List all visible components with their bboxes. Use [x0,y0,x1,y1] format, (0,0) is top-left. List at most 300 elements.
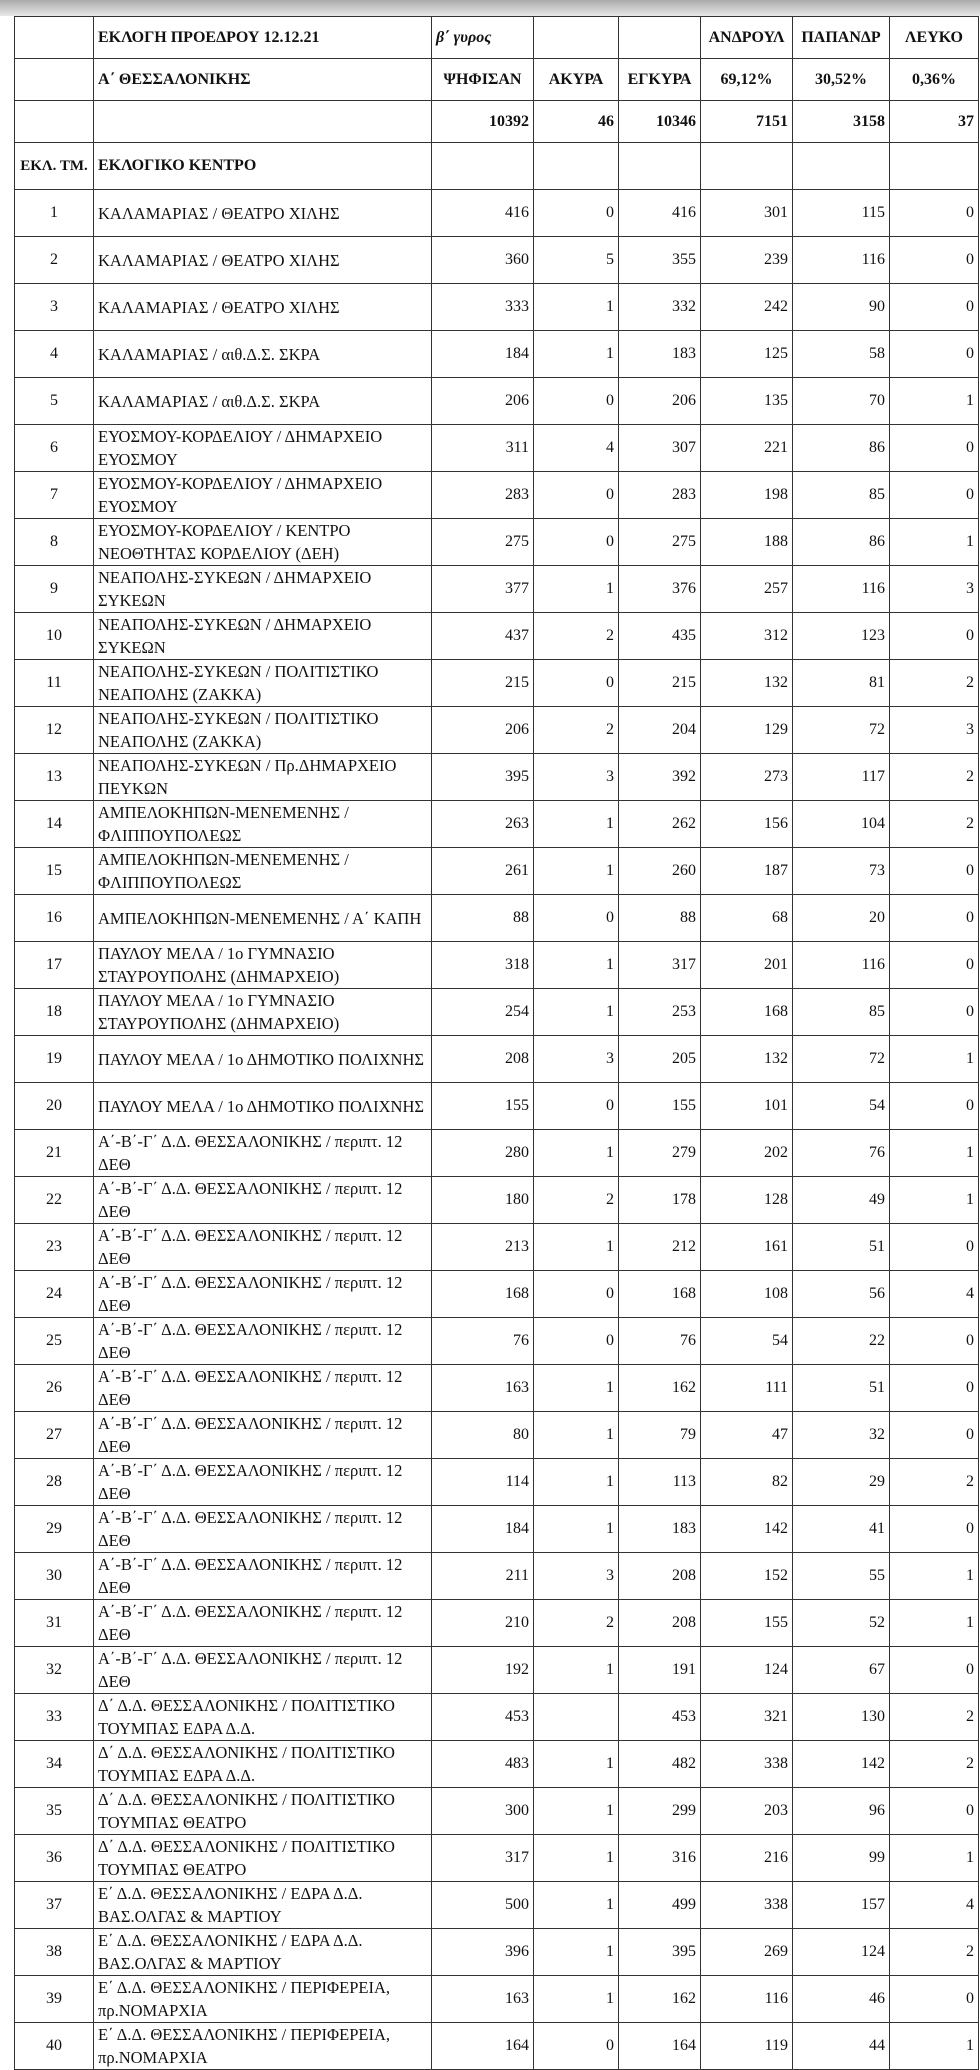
voted-value: 210 [432,1600,534,1647]
invalid-value: 0 [534,519,619,566]
invalid-value: 2 [534,707,619,754]
blank-votes: 0 [890,190,979,237]
table-row [15,660,979,707]
section-number: 18 [15,989,94,1036]
polling-center: ΝΕΑΠΟΛΗΣ-ΣΥΚΕΩΝ / ΠΟΛΙΤΙΣΤΙΚΟ ΝΕΑΠΟΛΗΣ (ΖΑΚΚΑ) [94,707,432,754]
candidate1-votes: 155 [701,1600,793,1647]
table-row [15,848,979,895]
table-row [15,707,979,754]
candidate1-votes: 142 [701,1506,793,1553]
blank-votes: 4 [890,1882,979,1929]
blank-votes: 0 [890,895,979,942]
candidate2-votes: 70 [793,378,890,425]
candidate2-votes: 99 [793,1835,890,1882]
total-value: 3158 [793,101,890,143]
valid-value: 79 [619,1412,701,1459]
section-number: 33 [15,1694,94,1741]
polling-center: Ε΄ Δ.Δ. ΘΕΣΣΑΛΟΝΙΚΗΣ / ΕΔΡΑ Δ.Δ. ΒΑΣ.ΟΛΓΑΣ & ΜΑΡΤΙΟΥ [94,1929,432,1976]
polling-center: ΠΑΥΛΟΥ ΜΕΛΑ / 1ο ΓΥΜΝΑΣΙΟ ΣΤΑΥΡΟΥΠΟΛΗΣ (ΔΗΜΑΡΧΕΙΟ) [94,942,432,989]
candidate1-votes: 82 [701,1459,793,1506]
candidate1-votes: 108 [701,1271,793,1318]
candidate-header: ΑΝΔΡΟΥΛ [701,17,793,59]
section-number: 21 [15,1130,94,1177]
candidate2-votes: 41 [793,1506,890,1553]
blank-votes: 1 [890,1835,979,1882]
percentage-value: 30,52% [793,59,890,101]
column-header-center: ΕΚΛΟΓΙΚΟ ΚΕΝΤΡΟ [94,143,432,190]
polling-center: ΝΕΑΠΟΛΗΣ-ΣΥΚΕΩΝ / ΔΗΜΑΡΧΕΙΟ ΣΥΚΕΩΝ [94,566,432,613]
table-row [15,1976,979,2023]
table-row [15,1083,979,1130]
candidate1-votes: 111 [701,1365,793,1412]
section-number: 17 [15,942,94,989]
voted-value: 416 [432,190,534,237]
voted-value: 396 [432,1929,534,1976]
blank-votes: 0 [890,472,979,519]
table-row [15,378,979,425]
candidate1-votes: 201 [701,942,793,989]
candidate1-votes: 242 [701,284,793,331]
invalid-value: 0 [534,1271,619,1318]
invalid-value: 1 [534,848,619,895]
voted-value: 88 [432,895,534,942]
region-label: Α΄ ΘΕΣΣΑΛΟΝΙΚΗΣ [94,59,432,101]
blank-votes: 2 [890,660,979,707]
total-value: 46 [534,101,619,143]
polling-center: Α΄-Β΄-Γ΄ Δ.Δ. ΘΕΣΣΑΛΟΝΙΚΗΣ / περιπτ. 12 ΔΕΘ [94,1224,432,1271]
voted-value: 500 [432,1882,534,1929]
candidate1-votes: 273 [701,754,793,801]
valid-value: 162 [619,1365,701,1412]
polling-center: Α΄-Β΄-Γ΄ Δ.Δ. ΘΕΣΣΑΛΟΝΙΚΗΣ / περιπτ. 12 ΔΕΘ [94,1271,432,1318]
invalid-value: 0 [534,2023,619,2070]
table-row [15,1788,979,1835]
section-number: 6 [15,425,94,472]
invalid-value: 0 [534,472,619,519]
table-row [15,1177,979,1224]
section-number: 7 [15,472,94,519]
table-row [15,1036,979,1083]
total-value: 10346 [619,101,701,143]
valid-value: 260 [619,848,701,895]
invalid-value: 1 [534,1459,619,1506]
table-row [15,566,979,613]
invalid-value: 3 [534,1553,619,1600]
candidate1-votes: 152 [701,1553,793,1600]
candidate1-votes: 188 [701,519,793,566]
candidate-header: ΠΑΠΑΝΔΡ [793,17,890,59]
candidate2-votes: 72 [793,1036,890,1083]
voted-value: 333 [432,284,534,331]
blank-votes: 4 [890,1271,979,1318]
top-shadow [0,0,980,16]
candidate2-votes: 29 [793,1459,890,1506]
voted-value: 395 [432,754,534,801]
valid-value: 205 [619,1036,701,1083]
invalid-value: 1 [534,1929,619,1976]
candidate1-votes: 116 [701,1976,793,2023]
table-row [15,1412,979,1459]
section-number: 15 [15,848,94,895]
voted-value: 184 [432,331,534,378]
valid-value: 178 [619,1177,701,1224]
section-number: 30 [15,1553,94,1600]
table-row [15,1741,979,1788]
polling-center: ΠΑΥΛΟΥ ΜΕΛΑ / 1ο ΔΗΜΟΤΙΚΟ ΠΟΛΙΧΝΗΣ [94,1036,432,1083]
section-number: 8 [15,519,94,566]
candidate2-votes: 116 [793,566,890,613]
table-row [15,1553,979,1600]
candidate2-votes: 20 [793,895,890,942]
section-number: 36 [15,1835,94,1882]
section-number: 28 [15,1459,94,1506]
valid-value: 376 [619,566,701,613]
section-number: 35 [15,1788,94,1835]
table-row [15,801,979,848]
valid-value: 204 [619,707,701,754]
total-value: 37 [890,101,979,143]
candidate2-votes: 116 [793,237,890,284]
candidate2-votes: 86 [793,519,890,566]
table-row [15,1365,979,1412]
blank-votes: 0 [890,1365,979,1412]
candidate1-votes: 321 [701,1694,793,1741]
polling-center: ΚΑΛΑΜΑΡΙΑΣ / ΘΕΑΤΡΟ ΧΙΛΗΣ [94,284,432,331]
total-value: 10392 [432,101,534,143]
candidate2-votes: 117 [793,754,890,801]
section-number: 3 [15,284,94,331]
candidate2-votes: 54 [793,1083,890,1130]
blank-votes: 2 [890,754,979,801]
table-row [15,1929,979,1976]
candidate2-votes: 130 [793,1694,890,1741]
polling-center: Δ΄ Δ.Δ. ΘΕΣΣΑΛΟΝΙΚΗΣ / ΠΟΛΙΤΙΣΤΙΚΟ ΤΟΥΜΠΑΣ ΘΕΑΤΡΟ [94,1835,432,1882]
invalid-value: 1 [534,566,619,613]
voted-value: 377 [432,566,534,613]
valid-value: 395 [619,1929,701,1976]
blank-votes: 1 [890,1177,979,1224]
valid-value: 355 [619,237,701,284]
candidate1-votes: 168 [701,989,793,1036]
section-number: 11 [15,660,94,707]
valid-value: 416 [619,190,701,237]
valid-value: 283 [619,472,701,519]
header-row-region [15,59,979,101]
table-row [15,190,979,237]
invalid-value: 1 [534,1788,619,1835]
valid-value: 183 [619,1506,701,1553]
voted-value: 254 [432,989,534,1036]
voted-value: 311 [432,425,534,472]
blank-votes: 0 [890,1647,979,1694]
table-row [15,1459,979,1506]
results-table [14,16,979,2070]
invalid-value: 2 [534,613,619,660]
voted-value: 206 [432,707,534,754]
blank-votes: 0 [890,1976,979,2023]
candidate2-votes: 73 [793,848,890,895]
candidate2-votes: 123 [793,613,890,660]
section-number: 14 [15,801,94,848]
section-number: 16 [15,895,94,942]
invalid-value: 3 [534,754,619,801]
candidate1-votes: 68 [701,895,793,942]
blank-votes: 0 [890,989,979,1036]
polling-center: ΑΜΠΕΛΟΚΗΠΩΝ-ΜΕΝΕΜΕΝΗΣ / Α΄ ΚΑΠΗ [94,895,432,942]
voted-value: 184 [432,1506,534,1553]
section-number: 40 [15,2023,94,2070]
candidate1-votes: 128 [701,1177,793,1224]
table-row [15,472,979,519]
polling-center: Α΄-Β΄-Γ΄ Δ.Δ. ΘΕΣΣΑΛΟΝΙΚΗΣ / περιπτ. 12 ΔΕΘ [94,1600,432,1647]
table-row [15,613,979,660]
table-row [15,2023,979,2070]
voted-value: 318 [432,942,534,989]
voted-value: 453 [432,1694,534,1741]
invalid-value: 1 [534,1835,619,1882]
table-row [15,425,979,472]
blank-votes: 0 [890,331,979,378]
valid-value: 279 [619,1130,701,1177]
polling-center: Δ΄ Δ.Δ. ΘΕΣΣΑΛΟΝΙΚΗΣ / ΠΟΛΙΤΙΣΤΙΚΟ ΤΟΥΜΠΑΣ ΕΔΡΑ Δ.Δ. [94,1694,432,1741]
table-row [15,1647,979,1694]
valid-value: 317 [619,942,701,989]
candidate1-votes: 161 [701,1224,793,1271]
table-row [15,1224,979,1271]
percentage-value: 69,12% [701,59,793,101]
section-number: 9 [15,566,94,613]
candidate1-votes: 221 [701,425,793,472]
section-number: 29 [15,1506,94,1553]
valid-value: 208 [619,1553,701,1600]
header-row-title [15,17,979,59]
blank-votes: 1 [890,1553,979,1600]
table-row [15,331,979,378]
section-number: 4 [15,331,94,378]
candidate2-votes: 85 [793,472,890,519]
section-number: 38 [15,1929,94,1976]
invalid-value: 0 [534,1318,619,1365]
polling-center: Α΄-Β΄-Γ΄ Δ.Δ. ΘΕΣΣΑΛΟΝΙΚΗΣ / περιπτ. 12 ΔΕΘ [94,1459,432,1506]
polling-center: Ε΄ Δ.Δ. ΘΕΣΣΑΛΟΝΙΚΗΣ / ΕΔΡΑ Δ.Δ. ΒΑΣ.ΟΛΓΑΣ & ΜΑΡΤΙΟΥ [94,1882,432,1929]
polling-center: Α΄-Β΄-Γ΄ Δ.Δ. ΘΕΣΣΑΛΟΝΙΚΗΣ / περιπτ. 12 ΔΕΘ [94,1647,432,1694]
polling-center: ΚΑΛΑΜΑΡΙΑΣ / ΘΕΑΤΡΟ ΧΙΛΗΣ [94,190,432,237]
polling-center: Ε΄ Δ.Δ. ΘΕΣΣΑΛΟΝΙΚΗΣ / ΠΕΡΙΦΕΡΕΙΑ, πρ.ΝΟΜΑΡΧΙΑ [94,2023,432,2070]
total-value: 7151 [701,101,793,143]
voted-value: 263 [432,801,534,848]
valid-value: 307 [619,425,701,472]
invalid-value: 1 [534,1506,619,1553]
section-number: 19 [15,1036,94,1083]
invalid-value: 1 [534,989,619,1036]
valid-value: 275 [619,519,701,566]
column-header-row [15,143,979,190]
column-header: ΕΓΚΥΡΑ [619,59,701,101]
voted-value: 300 [432,1788,534,1835]
section-number: 10 [15,613,94,660]
polling-center: Δ΄ Δ.Δ. ΘΕΣΣΑΛΟΝΙΚΗΣ / ΠΟΛΙΤΙΣΤΙΚΟ ΤΟΥΜΠΑΣ ΘΕΑΤΡΟ [94,1788,432,1835]
polling-center: ΚΑΛΑΜΑΡΙΑΣ / ΘΕΑΤΡΟ ΧΙΛΗΣ [94,237,432,284]
invalid-value: 1 [534,1976,619,2023]
section-number: 1 [15,190,94,237]
valid-value: 253 [619,989,701,1036]
blank-votes: 0 [890,284,979,331]
invalid-value: 0 [534,1083,619,1130]
candidate2-votes: 49 [793,1177,890,1224]
voted-value: 180 [432,1177,534,1224]
polling-center: ΑΜΠΕΛΟΚΗΠΩΝ-ΜΕΝΕΜΕΝΗΣ / ΦΛΙΠΠΟΥΠΟΛΕΩΣ [94,801,432,848]
table-row [15,895,979,942]
voted-value: 317 [432,1835,534,1882]
polling-center: Δ΄ Δ.Δ. ΘΕΣΣΑΛΟΝΙΚΗΣ / ΠΟΛΙΤΙΣΤΙΚΟ ΤΟΥΜΠΑΣ ΕΔΡΑ Δ.Δ. [94,1741,432,1788]
table-row [15,519,979,566]
section-number: 26 [15,1365,94,1412]
table-row [15,989,979,1036]
column-header: ΑΚΥΡΑ [534,59,619,101]
voted-value: 213 [432,1224,534,1271]
polling-center: ΑΜΠΕΛΟΚΗΠΩΝ-ΜΕΝΕΜΕΝΗΣ / ΦΛΙΠΠΟΥΠΟΛΕΩΣ [94,848,432,895]
blank-votes: 0 [890,425,979,472]
invalid-value: 1 [534,1882,619,1929]
candidate1-votes: 132 [701,1036,793,1083]
candidate1-votes: 202 [701,1130,793,1177]
voted-value: 76 [432,1318,534,1365]
section-number: 34 [15,1741,94,1788]
blank-votes: 0 [890,613,979,660]
valid-value: 316 [619,1835,701,1882]
candidate2-votes: 52 [793,1600,890,1647]
polling-center: ΚΑΛΑΜΑΡΙΑΣ / αιθ.Δ.Σ. ΣΚΡΑ [94,378,432,425]
voted-value: 275 [432,519,534,566]
valid-value: 332 [619,284,701,331]
candidate2-votes: 85 [793,989,890,1036]
candidate2-votes: 46 [793,1976,890,2023]
candidate2-votes: 32 [793,1412,890,1459]
table-row [15,1130,979,1177]
polling-center: ΠΑΥΛΟΥ ΜΕΛΑ / 1ο ΔΗΜΟΤΙΚΟ ΠΟΛΙΧΝΗΣ [94,1083,432,1130]
valid-value: 168 [619,1271,701,1318]
table-row [15,1600,979,1647]
candidate1-votes: 124 [701,1647,793,1694]
invalid-value: 0 [534,660,619,707]
blank-votes: 1 [890,519,979,566]
blank-votes: 0 [890,1506,979,1553]
candidate2-votes: 116 [793,942,890,989]
invalid-value: 1 [534,1365,619,1412]
blank-votes: 0 [890,1083,979,1130]
table-row [15,1835,979,1882]
candidate2-votes: 76 [793,1130,890,1177]
column-header-section: ΕΚΛ. ΤΜ. [15,143,94,190]
section-number: 24 [15,1271,94,1318]
invalid-value: 1 [534,801,619,848]
voted-value: 168 [432,1271,534,1318]
blank-votes: 0 [890,1788,979,1835]
valid-value: 113 [619,1459,701,1506]
candidate1-votes: 132 [701,660,793,707]
blank-votes: 2 [890,801,979,848]
candidate1-votes: 216 [701,1835,793,1882]
polling-center: ΠΑΥΛΟΥ ΜΕΛΑ / 1ο ΓΥΜΝΑΣΙΟ ΣΤΑΥΡΟΥΠΟΛΗΣ (ΔΗΜΑΡΧΕΙΟ) [94,989,432,1036]
candidate1-votes: 119 [701,2023,793,2070]
column-header: ΨΗΦΙΣΑΝ [432,59,534,101]
blank-votes: 2 [890,1741,979,1788]
valid-value: 262 [619,801,701,848]
invalid-value: 1 [534,1224,619,1271]
blank-votes: 1 [890,2023,979,2070]
candidate2-votes: 58 [793,331,890,378]
candidate1-votes: 257 [701,566,793,613]
valid-value: 164 [619,2023,701,2070]
section-number: 32 [15,1647,94,1694]
section-number: 5 [15,378,94,425]
candidate1-votes: 47 [701,1412,793,1459]
polling-center: Α΄-Β΄-Γ΄ Δ.Δ. ΘΕΣΣΑΛΟΝΙΚΗΣ / περιπτ. 12 ΔΕΘ [94,1318,432,1365]
blank-votes: 1 [890,1130,979,1177]
blank-votes: 1 [890,1036,979,1083]
voted-value: 211 [432,1553,534,1600]
section-number: 25 [15,1318,94,1365]
candidate1-votes: 301 [701,190,793,237]
polling-center: ΕΥΟΣΜΟΥ-ΚΟΡΔΕΛΙΟΥ / ΔΗΜΑΡΧΕΙΟ ΕΥΟΣΜΟΥ [94,472,432,519]
voted-value: 283 [432,472,534,519]
polling-center: ΝΕΑΠΟΛΗΣ-ΣΥΚΕΩΝ / ΠΟΛΙΤΙΣΤΙΚΟ ΝΕΑΠΟΛΗΣ (ΖΑΚΚΑ) [94,660,432,707]
section-number: 27 [15,1412,94,1459]
candidate2-votes: 51 [793,1365,890,1412]
blank-votes: 0 [890,1224,979,1271]
valid-value: 191 [619,1647,701,1694]
section-number: 39 [15,1976,94,2023]
section-number: 22 [15,1177,94,1224]
voted-value: 215 [432,660,534,707]
polling-center: Α΄-Β΄-Γ΄ Δ.Δ. ΘΕΣΣΑΛΟΝΙΚΗΣ / περιπτ. 12 ΔΕΘ [94,1177,432,1224]
polling-center: Α΄-Β΄-Γ΄ Δ.Δ. ΘΕΣΣΑΛΟΝΙΚΗΣ / περιπτ. 12 ΔΕΘ [94,1553,432,1600]
totals-row [15,101,979,143]
candidate2-votes: 86 [793,425,890,472]
blank-votes: 0 [890,237,979,284]
valid-value: 482 [619,1741,701,1788]
invalid-value: 0 [534,190,619,237]
voted-value: 206 [432,378,534,425]
valid-value: 88 [619,895,701,942]
polling-center: Α΄-Β΄-Γ΄ Δ.Δ. ΘΕΣΣΑΛΟΝΙΚΗΣ / περιπτ. 12 ΔΕΘ [94,1412,432,1459]
section-number: 13 [15,754,94,801]
percentage-value: 0,36% [890,59,979,101]
blank-votes: 2 [890,1459,979,1506]
voted-value: 483 [432,1741,534,1788]
voted-value: 163 [432,1976,534,2023]
valid-value: 392 [619,754,701,801]
invalid-value: 5 [534,237,619,284]
invalid-value: 3 [534,1036,619,1083]
invalid-value: 1 [534,1741,619,1788]
invalid-value: 1 [534,331,619,378]
candidate2-votes: 56 [793,1271,890,1318]
candidate2-votes: 124 [793,1929,890,1976]
candidate2-votes: 51 [793,1224,890,1271]
candidate1-votes: 269 [701,1929,793,1976]
valid-value: 215 [619,660,701,707]
table-row [15,237,979,284]
candidate1-votes: 125 [701,331,793,378]
valid-value: 155 [619,1083,701,1130]
candidate2-votes: 55 [793,1553,890,1600]
table-row [15,284,979,331]
voted-value: 114 [432,1459,534,1506]
polling-center: ΕΥΟΣΜΟΥ-ΚΟΡΔΕΛΙΟΥ / ΚΕΝΤΡΟ ΝΕΟΘΤΗΤΑΣ ΚΟΡΔΕΛΙΟΥ (ΔΕΗ) [94,519,432,566]
valid-value: 208 [619,1600,701,1647]
candidate2-votes: 72 [793,707,890,754]
